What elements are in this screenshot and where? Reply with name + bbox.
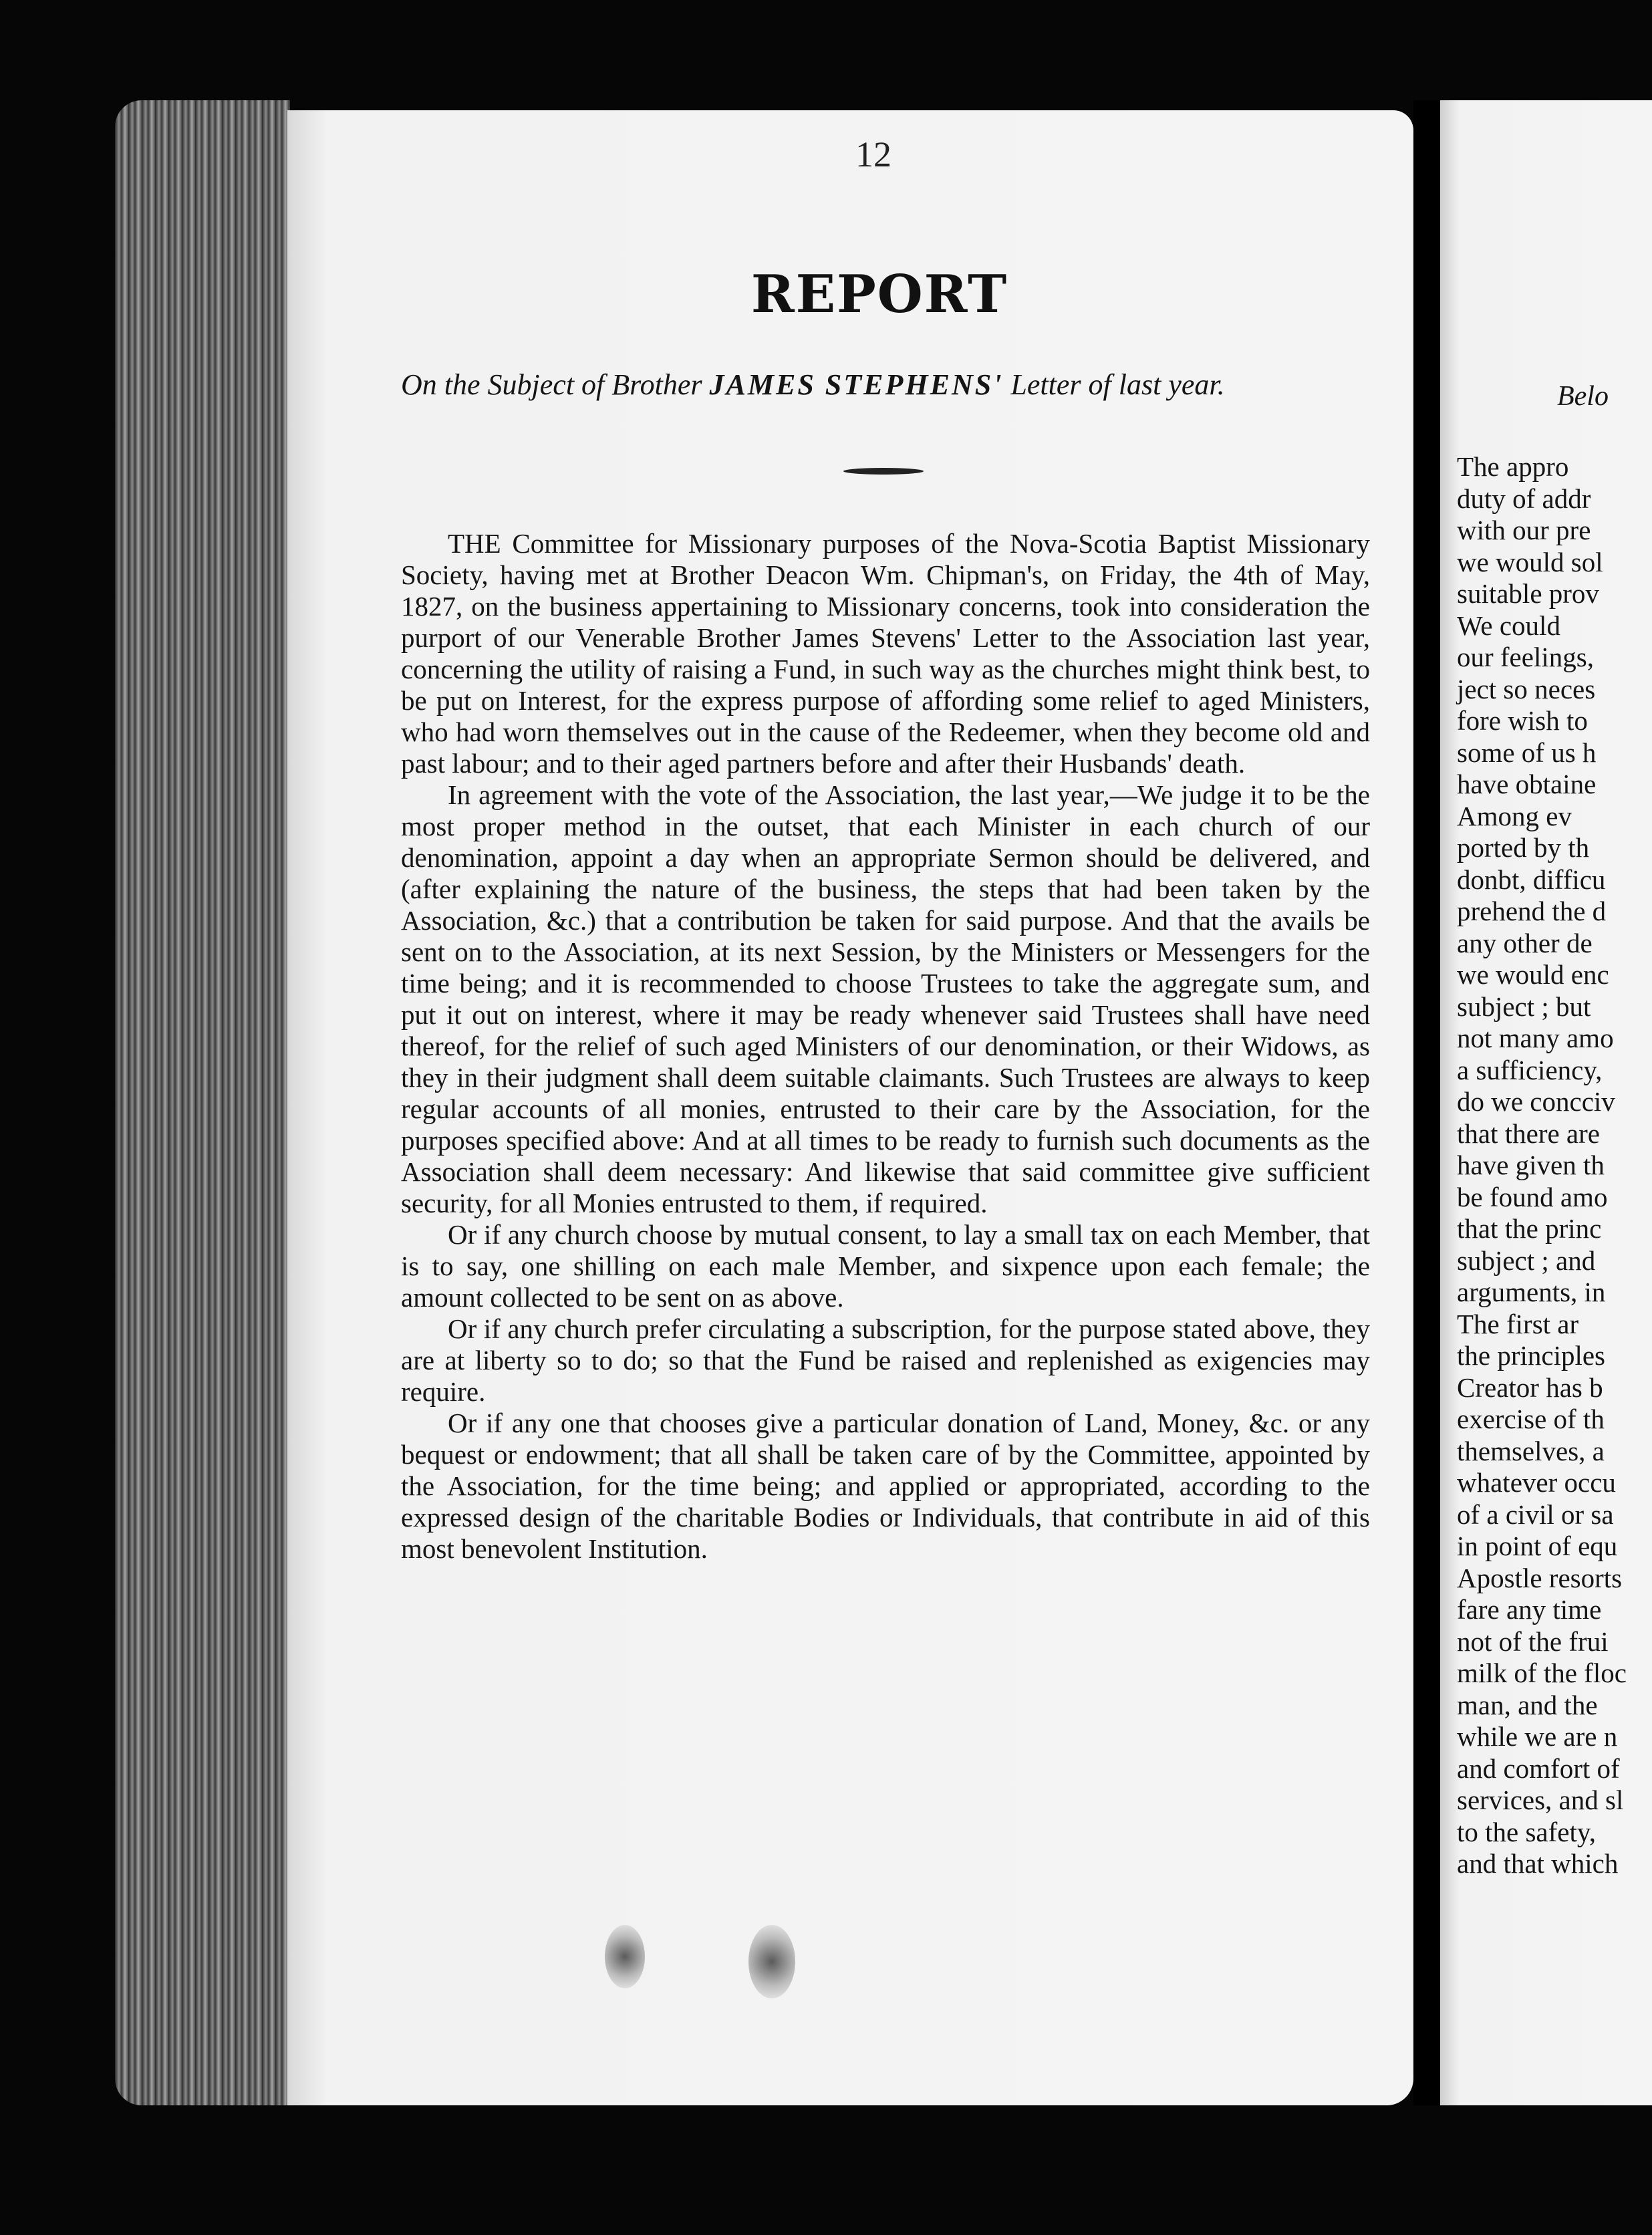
right-page-line: not many amo xyxy=(1457,1023,1614,1053)
right-page-lines xyxy=(1457,451,1627,1880)
right-page-line: have given th xyxy=(1457,1150,1605,1180)
right-page-line: have obtaine xyxy=(1457,769,1597,799)
right-page-line: ported by th xyxy=(1457,832,1590,863)
right-page-line: the principles xyxy=(1457,1340,1606,1371)
right-page-line: ject so neces xyxy=(1457,673,1596,704)
right-page-line: fare any time xyxy=(1457,1594,1602,1625)
right-page-line: exercise of th xyxy=(1457,1404,1605,1434)
right-page-line: not of the frui xyxy=(1457,1625,1609,1657)
right-page-line: subject ; but xyxy=(1457,991,1591,1022)
report-body xyxy=(401,528,1370,1565)
right-page-line: duty of addr xyxy=(1457,483,1591,514)
paragraph-2: In agreement with the vote of the Association, the last year,—We judge it to be the most proper method in the outset, that each Minister in each church of our denomination, appoint a day when an appropriate Sermon should be delivered, and (after explaining the nature of the business, the steps that had been taken by the Association, &c.) that a contribution be taken for said purpose. And that the avails be sent on to the Association, at its next Session, by the Ministers or Messengers for the time being; and it is recommended to choose Trustees to take the aggregate sum, and put it out on interest, where it may be ready whenever said Trustees shall have need thereof, for the relief of such aged Ministers of our denomination, or their Widows, as they in their judgment shall deem suitable claimants. Such Trustees are always to keep regular accounts of all monies, entrusted to their care by the Association, for the purposes specified above: And at all times to be ready to furnish such documents as the Association shall deem necessary: And likewise that said committee give sufficient security, for all Monies entrusted to them, if required. xyxy=(401,779,1370,1218)
book-page-edges xyxy=(115,100,290,2105)
right-page-line: some of us h xyxy=(1457,737,1597,768)
right-page-line: do we concciv xyxy=(1457,1086,1615,1117)
paragraph-1: THE Committee for Missionary purposes of the Nova-Scotia Baptist Missionary Society, having met at Brother Deacon Wm. Chipman's, on Friday, the 4th of May, 1827, on the business appertaining to Missionary concerns, took into consideration the purport of our Venerable Brother James Stevens' Letter to the Association last year, concerning the utility of raising a Fund, in such way as the churches might think best, to be put on Interest, for the express purpose of affording some relief to aged Ministers, who had worn themselves out in the cause of the Redeemer, when they become old and past labour; and to their aged partners before and after their Husbands' death. xyxy=(401,528,1370,779)
right-page-line: We could xyxy=(1457,610,1560,641)
right-page-line: our feelings, xyxy=(1457,642,1594,672)
right-page-line: and that which xyxy=(1457,1848,1619,1879)
right-page-line: fore wish to xyxy=(1457,705,1588,736)
right-page-line: we would enc xyxy=(1457,959,1609,990)
right-page-line: Apostle resorts xyxy=(1457,1562,1623,1593)
right-page-line: we would sol xyxy=(1457,546,1603,577)
ornament-rule xyxy=(843,468,924,475)
right-page-line: suitable prov xyxy=(1457,578,1599,609)
subtitle-prefix: On the Subject of Brother xyxy=(401,368,710,401)
report-subtitle xyxy=(401,368,1225,402)
right-page-line: and comfort of xyxy=(1457,1752,1620,1784)
right-page-line: arguments, in xyxy=(1457,1277,1606,1307)
right-page-line: services, and sl xyxy=(1457,1785,1624,1815)
right-page-line: that the princ xyxy=(1457,1213,1602,1244)
right-page-line: any other de xyxy=(1457,927,1593,958)
ink-smudge xyxy=(748,1925,795,1998)
right-page-line: The first ar xyxy=(1457,1308,1579,1339)
right-page-line: be found amo xyxy=(1457,1181,1608,1212)
right-page-line: The appro xyxy=(1457,451,1569,482)
right-page-line: in point of equ xyxy=(1457,1531,1618,1561)
right-page-line: donbt, difficu xyxy=(1457,864,1606,895)
book-gutter xyxy=(1413,100,1440,2105)
right-page-line: subject ; and xyxy=(1457,1244,1596,1276)
right-page-line: man, and the xyxy=(1457,1689,1598,1720)
right-page-line: while we are n xyxy=(1457,1721,1618,1752)
paragraph-4: Or if any church prefer circulating a subscription, for the purpose stated above, they are at liberty so to do; so that the Fund be raised and replenished as exigencies may require. xyxy=(401,1313,1370,1407)
right-page-line: Creator has b xyxy=(1457,1371,1603,1403)
subtitle-name: JAMES STEPHENS' xyxy=(709,368,1004,401)
report-title: REPORT xyxy=(750,264,1008,325)
right-page-line: whatever occu xyxy=(1457,1467,1616,1498)
paragraph-3: Or if any church choose by mutual consent, to lay a small tax on each Member, that is to say, one shilling on each male Member, and sixpence upon each female; the amount collected to be sent on as above. xyxy=(401,1219,1370,1313)
subtitle-suffix: Letter of last year. xyxy=(1003,368,1225,401)
right-page-line: themselves, a xyxy=(1457,1435,1605,1466)
right-page-line: to the safety, xyxy=(1457,1816,1596,1847)
right-page-heading: Belo xyxy=(1557,381,1609,412)
paragraph-5: Or if any one that chooses give a particular donation of Land, Money, &c. or any bequest or endowment; that all shall be taken care of by the Committee, appointed by the Association, for the time being; and applied or appropriated, according to the expressed design of the charitable Bodies or Individuals, that contribute in aid of this most benevolent Institution. xyxy=(401,1408,1370,1564)
right-page-line: that there are xyxy=(1457,1118,1600,1149)
right-page-line: of a civil or sa xyxy=(1457,1498,1614,1530)
ink-smudge xyxy=(605,1925,645,1988)
page-number: 12 xyxy=(855,134,891,174)
right-page-line: prehend the d xyxy=(1457,896,1607,926)
right-page-line: Among ev xyxy=(1457,800,1572,831)
right-page-line: milk of the floc xyxy=(1457,1658,1627,1688)
right-page-line: with our pre xyxy=(1457,515,1591,545)
right-page-line: a sufficiency, xyxy=(1457,1054,1603,1085)
